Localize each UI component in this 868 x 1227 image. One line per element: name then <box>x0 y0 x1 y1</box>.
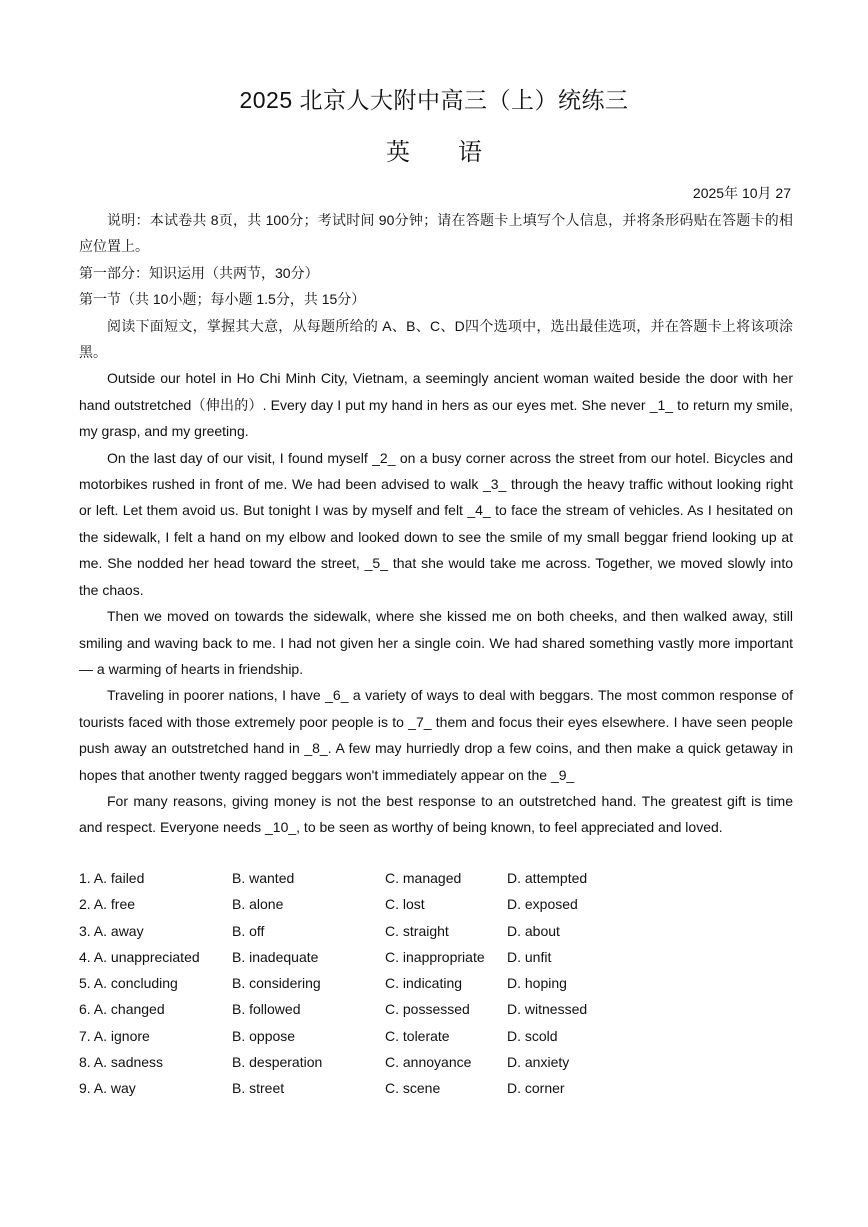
option-row <box>79 1023 793 1049</box>
option-row <box>79 1049 793 1075</box>
option-b: B. wanted <box>232 870 295 886</box>
option-b: B. oppose <box>232 1027 296 1044</box>
option-c: C. indicating <box>385 975 463 992</box>
option-d: D. unfit <box>507 948 552 965</box>
option-a: 2. A. free <box>79 896 136 913</box>
option-d: D. about <box>507 922 560 939</box>
option-c: C. managed <box>385 870 462 886</box>
exam-date: 2025年 10月 27 <box>692 185 791 201</box>
option-a: 9. A. way <box>79 1080 136 1097</box>
exam-note: 说明：本试卷共 8页，共 100分；考试时间 90分钟；请在答题卡上填写个人信息，并将条形码贴在答题卡的相应位置上。 <box>79 212 793 255</box>
option-c: C. annoyance <box>385 1054 472 1071</box>
option-b: B. followed <box>232 1001 301 1018</box>
passage-paragraph: For many reasons, giving money is not the best response to an outstretched hand. The greatest gift is time and respect. Everyone needs _10_, to be seen as worthy of being known, to feel appreciated and loved. <box>79 792 793 836</box>
section-direction: 阅读下面短文，掌握其大意，从每题所给的 A、B、C、D四个选项中，选出最佳选项，并在答题卡上将该项涂黑。 <box>79 317 793 361</box>
section-heading: 第一节（共 10小题；每小题 1.5分，共 15分） <box>79 291 366 308</box>
option-b: B. considering <box>232 975 321 992</box>
option-d: D. attempted <box>507 870 588 886</box>
passage-paragraph: Then we moved on towards the sidewalk, where she kissed me on both cheeks, and then walked away, still smiling and waving back to me. I had not given her a single coin. We had shared something vastly more important— a warming of hearts in friendship. <box>79 608 793 677</box>
option-c: C. straight <box>385 922 449 939</box>
exam-title: 2025 北京人大附中高三（上）统练三 <box>239 87 629 113</box>
option-b: B. desperation <box>232 1054 323 1071</box>
option-a: 6. A. changed <box>79 1001 165 1018</box>
option-d: D. scold <box>507 1027 558 1044</box>
option-a: 5. A. concluding <box>79 975 178 992</box>
option-b: B. off <box>232 922 265 939</box>
option-a: 4. A. unappreciated <box>79 948 200 965</box>
option-row <box>79 918 793 944</box>
passage-paragraph: On the last day of our visit, I found myself _2_ on a busy corner across the street from our hotel. Bicycles and motorbikes rushed in front of me. We had been advised to walk _3_ through the heavy traffic without looking right or left. Let them avoid us. But tonight I was by myself and felt _4_ to face the stream of vehicles. As I hesitated on the sidewalk, I felt a hand on my elbow and looked down to see the smile of my small beggar friend looking up at me. She nodded her head toward the street, _5_ that she would take me across. Together, we moved slowly into the chaos. <box>79 449 793 598</box>
option-b: B. street <box>232 1080 285 1097</box>
option-b: B. alone <box>232 896 284 913</box>
option-row <box>79 891 793 917</box>
passage-paragraph: Traveling in poorer nations, I have _6_ a variety of ways to deal with beggars. The most common response of tourists faced with those extremely poor people is to _7_ them and focus their eyes elsewhere. I have seen people push away an outstretched hand in _8_. A few may hurriedly drop a few coins, and then make a quick getaway in hopes that another twenty ragged beggars won't immediately appear on the _9_ <box>79 687 793 783</box>
option-d: D. witnessed <box>507 1001 588 1018</box>
option-a: 8. A. sadness <box>79 1054 164 1071</box>
option-d: D. hoping <box>507 975 567 992</box>
option-b: B. inadequate <box>232 948 319 965</box>
option-d: D. corner <box>507 1080 565 1097</box>
option-row <box>79 865 793 891</box>
option-row <box>79 1075 793 1101</box>
option-d: D. exposed <box>507 896 578 913</box>
option-d: D. anxiety <box>507 1054 570 1071</box>
passage-paragraph: Outside our hotel in Ho Chi Minh City, Vietnam, a seemingly ancient woman waited beside the door with her hand outstretched（伸出的）. Every day I put my hand in hers as our eyes met. She never _1_ to return my smile, my grasp, and my greeting. <box>79 370 793 440</box>
option-row <box>79 944 793 970</box>
option-a: 7. A. ignore <box>79 1027 150 1044</box>
option-c: C. scene <box>385 1080 441 1097</box>
option-row <box>79 996 793 1022</box>
option-row <box>79 970 793 996</box>
option-c: C. inappropriate <box>385 948 485 965</box>
answer-options <box>79 865 793 1102</box>
subject-title: 英语 <box>386 139 530 166</box>
option-c: C. tolerate <box>385 1027 450 1044</box>
exam-body <box>79 207 793 841</box>
option-a: 1. A. failed <box>79 870 145 886</box>
option-c: C. possessed <box>385 1001 470 1018</box>
option-a: 3. A. away <box>79 922 144 939</box>
option-c: C. lost <box>385 896 425 913</box>
part-heading: 第一部分：知识运用（共两节，30分） <box>79 264 319 281</box>
